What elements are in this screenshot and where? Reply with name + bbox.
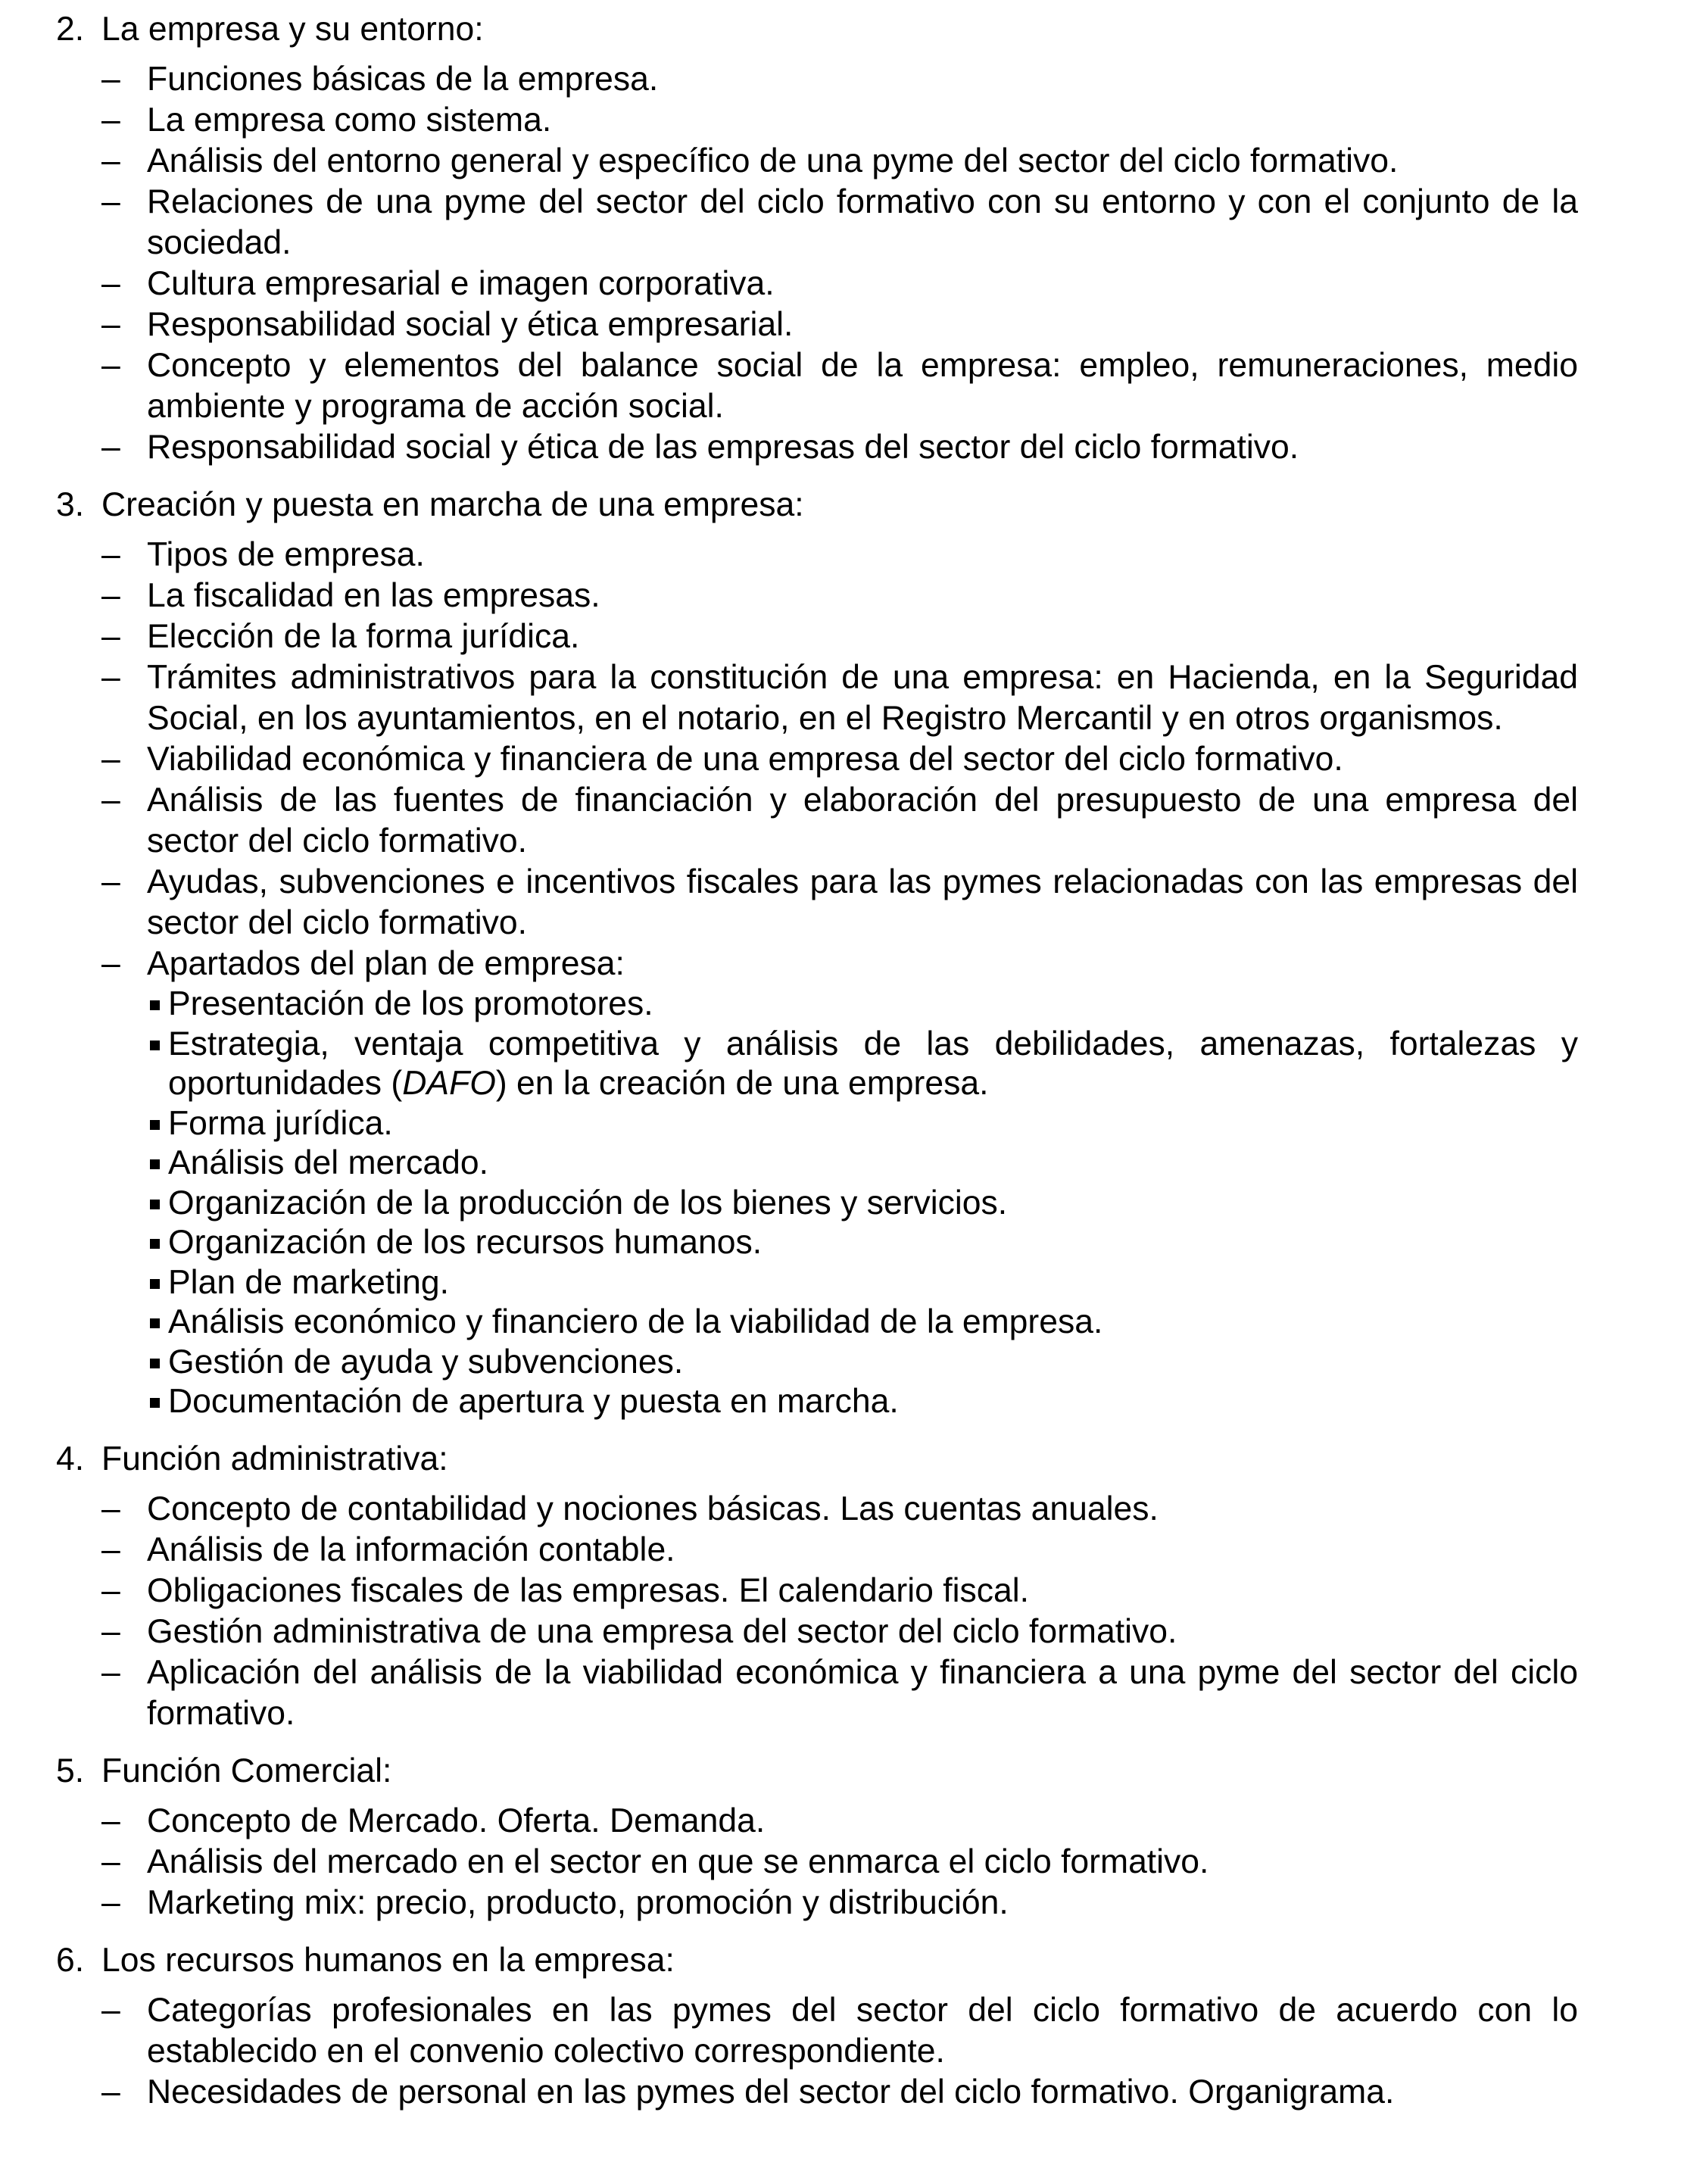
item-text: Responsabilidad social y ética de las empresas del sector del ciclo formativo. bbox=[147, 429, 1299, 466]
sub-item-text: Organización de la producción de los bienes y servicios. bbox=[168, 1184, 1008, 1221]
list-item bbox=[56, 657, 1578, 739]
item-text: Análisis de las fuentes de financiación y elaboración del presupuesto de una empresa del sector del ciclo formativo. bbox=[147, 782, 1578, 860]
dash-marker: – bbox=[101, 306, 120, 343]
item-text: Aplicación del análisis de la viabilidad económica y financiera a una pyme del sector del ciclo formativo. bbox=[147, 1653, 1578, 1732]
sub-list-item bbox=[56, 984, 1578, 1025]
document-page bbox=[56, 9, 1578, 2129]
dash-marker: – bbox=[101, 1530, 120, 1568]
section-heading bbox=[56, 9, 1578, 50]
sub-list-item bbox=[56, 1343, 1578, 1383]
dash-marker: – bbox=[101, 142, 120, 179]
list-item bbox=[56, 141, 1578, 182]
item-text: Análisis del entorno general y específico de una pyme del sector del ciclo formativo. bbox=[147, 142, 1399, 179]
dash-marker: – bbox=[101, 429, 120, 466]
list-item bbox=[56, 862, 1578, 944]
list-item bbox=[56, 1611, 1578, 1652]
dash-marker: – bbox=[101, 945, 120, 982]
square-bullet-icon bbox=[147, 1025, 168, 1064]
sub-item-text: Gestión de ayuda y subvenciones. bbox=[168, 1343, 684, 1381]
sub-item-list bbox=[56, 984, 1578, 1422]
list-item bbox=[56, 780, 1578, 862]
section-number: 5. bbox=[56, 1752, 85, 1789]
sub-list-item bbox=[56, 1382, 1578, 1422]
sub-item-text: Análisis económico y financiero de la viabilidad de la empresa. bbox=[168, 1303, 1103, 1340]
item-text: Trámites administrativos para la constitución de una empresa: en Hacienda, en la Seguridad Social, en los ayuntamientos, en el notario, en el Registro Mercantil y en otros organismos. bbox=[147, 659, 1578, 737]
list-item bbox=[56, 182, 1578, 264]
dash-marker: – bbox=[101, 1571, 120, 1609]
list-item bbox=[56, 1652, 1578, 1734]
dash-marker: – bbox=[101, 863, 120, 900]
item-text: Cultura empresarial e imagen corporativa. bbox=[147, 265, 775, 302]
list-item bbox=[56, 1489, 1578, 1530]
item-list bbox=[56, 1801, 1578, 1923]
item-text: Análisis del mercado en el sector en que se enmarca el ciclo formativo. bbox=[147, 1842, 1209, 1880]
sub-list-item bbox=[56, 1263, 1578, 1303]
list-item bbox=[56, 427, 1578, 468]
list-item bbox=[56, 59, 1578, 100]
square-bullet-icon bbox=[147, 1143, 168, 1183]
list-item bbox=[56, 100, 1578, 141]
dash-marker: – bbox=[101, 1842, 120, 1880]
dash-marker: – bbox=[101, 659, 120, 696]
sub-item-text-part: Estrategia, ventaja competitiva y análisis de las debilidades, amenazas, fortalezas y oportunidades ( bbox=[168, 1025, 1578, 1102]
dash-marker: – bbox=[101, 265, 120, 302]
list-item bbox=[56, 1842, 1578, 1883]
dash-marker: – bbox=[101, 101, 120, 139]
square-bullet-icon bbox=[147, 1303, 168, 1342]
section-number: 2. bbox=[56, 11, 85, 48]
list-item bbox=[56, 1801, 1578, 1842]
square-bullet-icon bbox=[147, 1382, 168, 1421]
item-text: Relaciones de una pyme del sector del ciclo formativo con su entorno y con el conjunto de la sociedad. bbox=[147, 183, 1578, 261]
section-number: 3. bbox=[56, 486, 85, 523]
item-text: La empresa como sistema. bbox=[147, 101, 552, 139]
dash-marker: – bbox=[101, 1883, 120, 1921]
dash-marker: – bbox=[101, 61, 120, 98]
sub-item-text: Plan de marketing. bbox=[168, 1263, 450, 1301]
section-heading bbox=[56, 1940, 1578, 1981]
section-number: 6. bbox=[56, 1941, 85, 1979]
list-item bbox=[56, 264, 1578, 304]
square-bullet-icon bbox=[147, 1223, 168, 1262]
square-bullet-icon bbox=[147, 1104, 168, 1143]
dafo-emphasis: DAFO bbox=[402, 1065, 496, 1102]
item-list bbox=[56, 1990, 1578, 2113]
item-text: Apartados del plan de empresa: bbox=[147, 945, 625, 982]
section-title: Creación y puesta en marcha de una empresa: bbox=[101, 486, 804, 523]
list-item bbox=[56, 616, 1578, 657]
list-item bbox=[56, 535, 1578, 576]
sub-list-item bbox=[56, 1303, 1578, 1343]
list-item bbox=[56, 1990, 1578, 2072]
sub-list-item bbox=[56, 1184, 1578, 1224]
sub-item-text bbox=[168, 1025, 1578, 1104]
sub-list-item bbox=[56, 1104, 1578, 1144]
item-text: Viabilidad económica y financiera de una empresa del sector del ciclo formativo. bbox=[147, 741, 1343, 778]
list-item bbox=[56, 345, 1578, 427]
item-list bbox=[56, 535, 1578, 984]
section-title: Los recursos humanos en la empresa: bbox=[101, 1941, 675, 1979]
dash-marker: – bbox=[101, 1653, 120, 1691]
sub-item-text-part: ) en la creación de una empresa. bbox=[495, 1065, 989, 1102]
dash-marker: – bbox=[101, 618, 120, 655]
sub-item-text: Análisis del mercado. bbox=[168, 1144, 488, 1181]
sub-item-text: Organización de los recursos humanos. bbox=[168, 1224, 763, 1261]
item-text: Tipos de empresa. bbox=[147, 536, 425, 573]
item-text: Obligaciones fiscales de las empresas. El calendario fiscal. bbox=[147, 1571, 1029, 1609]
item-text: Concepto y elementos del balance social de la empresa: empleo, remuneraciones, medio ambiente y programa de acción social. bbox=[147, 347, 1578, 425]
list-item bbox=[56, 1571, 1578, 1611]
dash-marker: – bbox=[101, 782, 120, 819]
dash-marker: – bbox=[101, 183, 120, 220]
square-bullet-icon bbox=[147, 1263, 168, 1303]
item-text: La fiscalidad en las empresas. bbox=[147, 577, 600, 614]
item-text: Concepto de contabilidad y nociones básicas. Las cuentas anuales. bbox=[147, 1490, 1159, 1527]
item-text: Marketing mix: precio, producto, promoción y distribución. bbox=[147, 1883, 1009, 1921]
item-text: Necesidades de personal en las pymes del sector del ciclo formativo. Organigrama. bbox=[147, 2073, 1395, 2111]
item-text: Elección de la forma jurídica. bbox=[147, 618, 580, 655]
sub-list-item bbox=[56, 1143, 1578, 1184]
section-heading bbox=[56, 1751, 1578, 1792]
list-item bbox=[56, 576, 1578, 616]
section-6 bbox=[56, 1940, 1578, 2113]
item-list bbox=[56, 1489, 1578, 1734]
item-text: Gestión administrativa de una empresa del sector del ciclo formativo. bbox=[147, 1612, 1177, 1650]
dash-marker: – bbox=[101, 1490, 120, 1527]
dash-marker: – bbox=[101, 577, 120, 614]
item-text: Ayudas, subvenciones e incentivos fiscales para las pymes relacionadas con las empresas del sector del ciclo formativo. bbox=[147, 863, 1578, 941]
dash-marker: – bbox=[101, 536, 120, 573]
section-3 bbox=[56, 485, 1578, 1422]
dash-marker: – bbox=[101, 741, 120, 778]
list-item bbox=[56, 1883, 1578, 1923]
sub-item-text: Documentación de apertura y puesta en marcha. bbox=[168, 1383, 899, 1420]
item-text: Análisis de la información contable. bbox=[147, 1530, 675, 1568]
dash-marker: – bbox=[101, 2073, 120, 2111]
section-title: La empresa y su entorno: bbox=[101, 11, 484, 48]
list-item bbox=[56, 304, 1578, 345]
section-heading bbox=[56, 485, 1578, 526]
sub-item-text: Presentación de los promotores. bbox=[168, 985, 653, 1022]
section-heading bbox=[56, 1439, 1578, 1480]
list-item bbox=[56, 1530, 1578, 1571]
square-bullet-icon bbox=[147, 1343, 168, 1382]
item-list bbox=[56, 59, 1578, 468]
dash-marker: – bbox=[101, 1991, 120, 2029]
square-bullet-icon bbox=[147, 1184, 168, 1223]
item-text: Responsabilidad social y ética empresarial. bbox=[147, 306, 794, 343]
item-text: Concepto de Mercado. Oferta. Demanda. bbox=[147, 1802, 766, 1839]
section-4 bbox=[56, 1439, 1578, 1734]
item-text: Categorías profesionales en las pymes del sector del ciclo formativo de acuerdo con lo establecido en el convenio colectivo correspondiente. bbox=[147, 1991, 1578, 2070]
sub-list-item bbox=[56, 1025, 1578, 1104]
list-item bbox=[56, 739, 1578, 780]
section-number: 4. bbox=[56, 1440, 85, 1477]
item-text: Funciones básicas de la empresa. bbox=[147, 61, 659, 98]
dash-marker: – bbox=[101, 1612, 120, 1650]
section-2 bbox=[56, 9, 1578, 468]
sub-list-item bbox=[56, 1223, 1578, 1263]
dash-marker: – bbox=[101, 1802, 120, 1839]
square-bullet-icon bbox=[147, 984, 168, 1024]
section-title: Función administrativa: bbox=[101, 1440, 448, 1477]
dash-marker: – bbox=[101, 347, 120, 384]
list-item bbox=[56, 2072, 1578, 2113]
sub-item-text: Forma jurídica. bbox=[168, 1104, 393, 1142]
section-5 bbox=[56, 1751, 1578, 1923]
list-item bbox=[56, 944, 1578, 984]
section-title: Función Comercial: bbox=[101, 1752, 392, 1789]
